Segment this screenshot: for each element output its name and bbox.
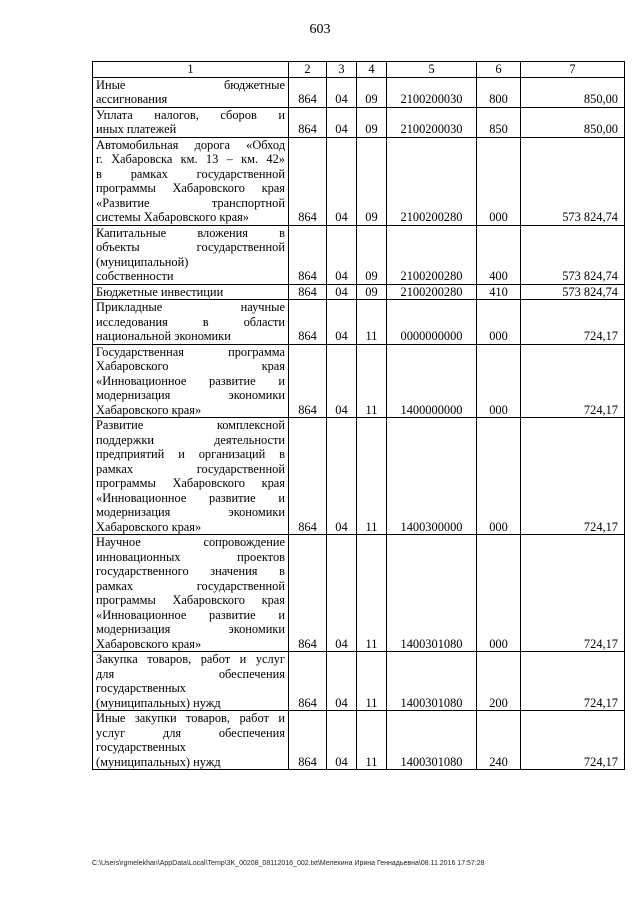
- table-row: [93, 137, 625, 225]
- code-expense-type: 000: [477, 344, 521, 418]
- amount: 573 824,74: [521, 137, 625, 225]
- code-ministry: 864: [289, 418, 327, 535]
- code-target-item: 1400301080: [387, 535, 477, 652]
- amount: 850,00: [521, 107, 625, 137]
- table-row: [93, 77, 625, 107]
- code-subsection: 09: [357, 107, 387, 137]
- code-expense-type: 850: [477, 107, 521, 137]
- row-name-line: государственного значения в: [96, 564, 285, 578]
- code-ministry: 864: [289, 137, 327, 225]
- row-name-line: государственных: [96, 740, 187, 754]
- row-name: [93, 711, 289, 770]
- code-subsection: 11: [357, 535, 387, 652]
- row-name-line: г. Хабаровска км. 13 – км. 42»: [96, 152, 285, 166]
- row-name-line: Бюджетные инвестиции: [96, 284, 224, 299]
- code-subsection: 11: [357, 652, 387, 711]
- code-section: 04: [327, 107, 357, 137]
- row-name-line: «Развитие транспортной: [96, 195, 285, 210]
- row-name-line: программы Хабаровского края: [96, 476, 285, 490]
- row-name: [93, 535, 289, 652]
- column-header: 4: [357, 62, 387, 78]
- row-name-line: ассигнования: [96, 92, 168, 106]
- row-name-line: государственных: [96, 681, 187, 695]
- row-name: [93, 344, 289, 418]
- code-section: 04: [327, 300, 357, 345]
- code-ministry: 864: [289, 107, 327, 137]
- table-row: [93, 284, 625, 300]
- code-ministry: 864: [289, 225, 327, 284]
- amount: 573 824,74: [521, 284, 625, 300]
- header-row: [93, 62, 625, 78]
- code-ministry: 864: [289, 300, 327, 345]
- row-name-line: иных платежей: [96, 122, 177, 136]
- column-header: 3: [327, 62, 357, 78]
- code-section: 04: [327, 77, 357, 107]
- code-section: 04: [327, 225, 357, 284]
- row-name-line: национальной экономики: [96, 329, 231, 343]
- code-target-item: 1400000000: [387, 344, 477, 418]
- row-name-line: Хабаровского края»: [96, 402, 202, 417]
- amount: 573 824,74: [521, 225, 625, 284]
- column-header: 6: [477, 62, 521, 78]
- code-expense-type: 000: [477, 418, 521, 535]
- code-target-item: 2100200280: [387, 137, 477, 225]
- row-name-line: для обеспечения: [96, 666, 285, 681]
- code-ministry: 864: [289, 77, 327, 107]
- code-ministry: 864: [289, 344, 327, 418]
- row-name-line: Закупка товаров, работ и услуг: [96, 652, 285, 666]
- code-expense-type: 800: [477, 77, 521, 107]
- code-expense-type: 200: [477, 652, 521, 711]
- row-name-line: Капитальные вложения в: [96, 225, 285, 240]
- row-name-line: Уплата налогов, сборов и: [96, 107, 285, 122]
- code-subsection: 11: [357, 418, 387, 535]
- row-name: [93, 300, 289, 345]
- code-expense-type: 400: [477, 225, 521, 284]
- table-row: [93, 711, 625, 770]
- code-section: 04: [327, 418, 357, 535]
- row-name-line: исследования в области: [96, 314, 285, 329]
- row-name-line: (муниципальной): [96, 254, 189, 269]
- amount: 724,17: [521, 652, 625, 711]
- row-name: [93, 284, 289, 300]
- row-name-line: Иные бюджетные: [96, 77, 285, 92]
- row-name-line: модернизация экономики: [96, 622, 285, 636]
- code-target-item: 2100200280: [387, 225, 477, 284]
- row-name-line: Иные закупки товаров, работ и: [96, 711, 285, 725]
- row-name-line: в рамках государственной: [96, 166, 285, 181]
- code-subsection: 09: [357, 77, 387, 107]
- table-row: [93, 418, 625, 535]
- code-subsection: 09: [357, 284, 387, 300]
- code-target-item: 1400301080: [387, 711, 477, 770]
- code-subsection: 09: [357, 137, 387, 225]
- footer-path: C:\Users\rgmelekhan\AppData\Local\Temp\3K_00208_08112016_002.txt\Мелехина Ирина Геннадьевна\08.11.2016 17:57:28: [92, 860, 485, 867]
- row-name: [93, 652, 289, 711]
- code-target-item: 1400301080: [387, 652, 477, 711]
- row-name: [93, 418, 289, 535]
- row-name-line: Хабаровского края: [96, 359, 285, 373]
- code-target-item: 2100200030: [387, 77, 477, 107]
- code-section: 04: [327, 137, 357, 225]
- row-name-line: рамках государственной: [96, 578, 285, 593]
- column-header: 5: [387, 62, 477, 78]
- code-expense-type: 240: [477, 711, 521, 770]
- row-name-line: собственности: [96, 269, 174, 283]
- code-expense-type: 000: [477, 300, 521, 345]
- table-row: [93, 535, 625, 652]
- row-name-line: (муниципальных) нужд: [96, 695, 221, 710]
- code-section: 04: [327, 652, 357, 711]
- row-name-line: Хабаровского края»: [96, 636, 202, 651]
- row-name: [93, 107, 289, 137]
- row-name-line: (муниципальных) нужд: [96, 754, 221, 769]
- code-section: 04: [327, 711, 357, 770]
- row-name-line: Государственная программа: [96, 344, 285, 359]
- code-ministry: 864: [289, 284, 327, 300]
- row-name: [93, 77, 289, 107]
- row-name-line: «Инновационное развитие и: [96, 373, 285, 388]
- table-row: [93, 652, 625, 711]
- row-name-line: рамках государственной: [96, 461, 285, 476]
- row-name-line: «Инновационное развитие и: [96, 607, 285, 622]
- budget-table: [92, 61, 625, 770]
- code-subsection: 09: [357, 225, 387, 284]
- row-name-line: поддержки деятельности: [96, 432, 285, 447]
- code-target-item: 1400300000: [387, 418, 477, 535]
- row-name-line: программы Хабаровского края: [96, 181, 285, 195]
- row-name-line: программы Хабаровского края: [96, 593, 285, 607]
- row-name-line: Развитие комплексной: [96, 418, 285, 432]
- code-expense-type: 000: [477, 137, 521, 225]
- code-ministry: 864: [289, 652, 327, 711]
- row-name-line: инновационных проектов: [96, 549, 285, 564]
- code-subsection: 11: [357, 300, 387, 345]
- amount: 724,17: [521, 535, 625, 652]
- amount: 724,17: [521, 300, 625, 345]
- table-row: [93, 107, 625, 137]
- amount: 850,00: [521, 77, 625, 107]
- amount: 724,17: [521, 711, 625, 770]
- row-name-line: Прикладные научные: [96, 300, 285, 314]
- table-row: [93, 300, 625, 345]
- code-target-item: 2100200280: [387, 284, 477, 300]
- code-section: 04: [327, 284, 357, 300]
- code-ministry: 864: [289, 535, 327, 652]
- code-subsection: 11: [357, 711, 387, 770]
- table-row: [93, 344, 625, 418]
- row-name-line: модернизация экономики: [96, 505, 285, 519]
- row-name: [93, 225, 289, 284]
- row-name-line: модернизация экономики: [96, 388, 285, 402]
- row-name-line: объекты государственной: [96, 240, 285, 254]
- row-name-line: Хабаровского края»: [96, 519, 202, 534]
- row-name-line: услуг для обеспечения: [96, 725, 285, 740]
- row-name-line: предприятий и организаций в: [96, 447, 285, 461]
- amount: 724,17: [521, 418, 625, 535]
- row-name-line: системы Хабаровского края»: [96, 210, 249, 224]
- code-section: 04: [327, 535, 357, 652]
- code-expense-type: 000: [477, 535, 521, 652]
- code-target-item: 0000000000: [387, 300, 477, 345]
- amount: 724,17: [521, 344, 625, 418]
- column-header: 1: [93, 62, 289, 78]
- row-name-line: «Инновационное развитие и: [96, 490, 285, 505]
- code-subsection: 11: [357, 344, 387, 418]
- row-name-line: Автомобильная дорога «Обход: [96, 137, 285, 152]
- row-name-line: Научное сопровождение: [96, 535, 285, 549]
- column-header: 7: [521, 62, 625, 78]
- row-name: [93, 137, 289, 225]
- table-row: [93, 225, 625, 284]
- column-header: 2: [289, 62, 327, 78]
- code-expense-type: 410: [477, 284, 521, 300]
- code-ministry: 864: [289, 711, 327, 770]
- page-number: 603: [309, 22, 331, 37]
- code-target-item: 2100200030: [387, 107, 477, 137]
- code-section: 04: [327, 344, 357, 418]
